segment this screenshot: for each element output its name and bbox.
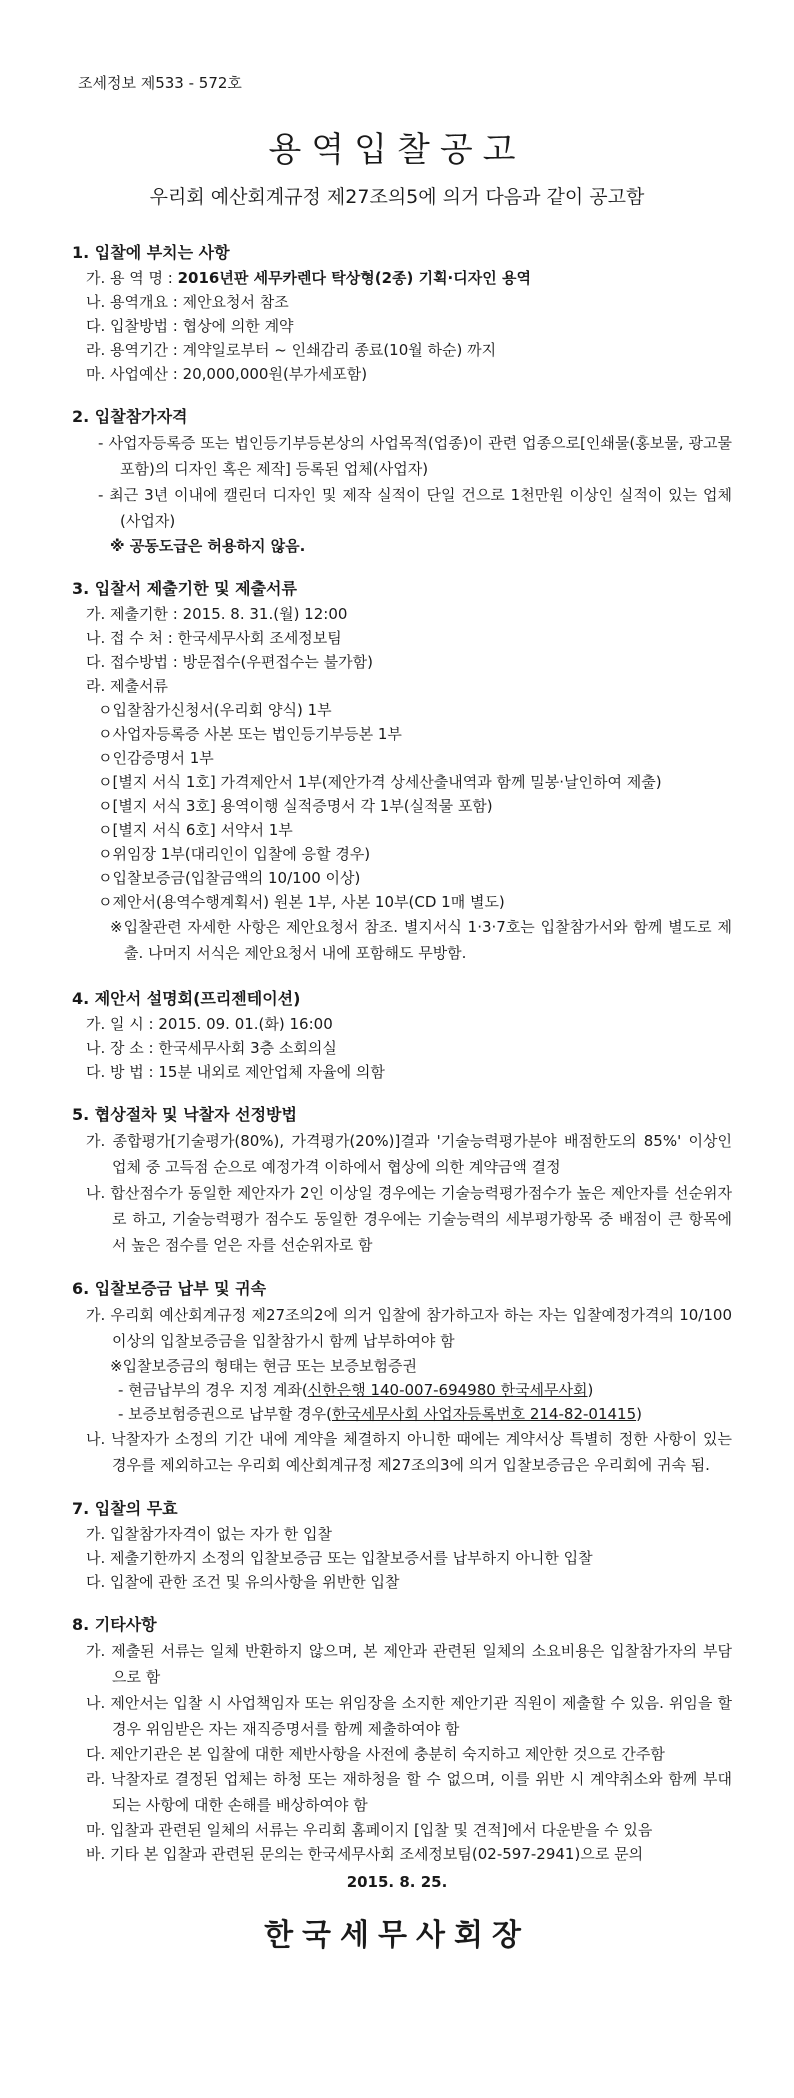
section-title: 3. 입찰서 제출기한 및 제출서류: [72, 579, 297, 598]
list-item: 나. 장 소 : 한국세무사회 3층 소회의실: [86, 1039, 337, 1057]
issue-number: 조세정보 제533 - 572호: [78, 74, 242, 92]
notice-date: 2015. 8. 25.: [346, 1873, 448, 1891]
joint-contract-note: ※ 공동도급은 허용하지 않음.: [110, 537, 306, 555]
section-title: 1. 입찰에 부치는 사항: [72, 243, 230, 262]
bank-account: 신한은행 140-007-694980 한국세무사회: [307, 1381, 588, 1399]
list-item: 가. 제출기한 : 2015. 8. 31.(월) 12:00: [86, 605, 348, 623]
document-item: ㅇ인감증명서 1부: [98, 749, 214, 767]
list-item: 라. 제출서류: [86, 677, 168, 695]
business-registration-number: 한국세무사회 사업자등록번호 214-82-01415: [331, 1405, 637, 1423]
bond-deposit-line: - 보증보험증권으로 납부할 경우(한국세무사회 사업자등록번호 214-82-01415): [118, 1405, 642, 1423]
list-item: 가. 일 시 : 2015. 09. 01.(화) 16:00: [86, 1015, 333, 1033]
bond-deposit-label: - 보증보험증권으로 납부할 경우(: [118, 1405, 332, 1423]
list-item: 가. 우리회 예산회계규정 제27조의2에 의거 입찰에 참가하고자 하는 자는 입찰예정가격의 10/100 이상의 입찰보증금을 입찰참가시 함께 납부하여야 함: [86, 1306, 732, 1350]
list-item: 다. 입찰방법 : 협상에 의한 계약: [86, 317, 294, 335]
section-2: [72, 404, 732, 558]
list-item: 라. 낙찰자로 결정된 업체는 하청 또는 재하청을 할 수 없으며, 이를 위반 시 계약취소와 함께 부대되는 사항에 대한 손해를 배상하여야 함: [86, 1770, 732, 1814]
section-title: 5. 협상절차 및 낙찰자 선정방법: [72, 1105, 297, 1124]
issuer-signature: 한국세무사회장: [264, 1918, 530, 1953]
list-item: 나. 제안서는 입찰 시 사업책임자 또는 위임장을 소지한 제안기관 직원이 제출할 수 있음. 위임을 할 경우 위임받은 자는 재직증명서를 함께 제출하여야 함: [86, 1694, 732, 1738]
document-item: ㅇ제안서(용역수행계획서) 원본 1부, 사본 10부(CD 1매 별도): [98, 893, 505, 911]
section-7: [72, 1496, 732, 1594]
list-item: 가. 종합평가[기술평가(80%), 가격평가(20%)]결과 '기술능력평가분야 배점한도의 85%' 이상인 업체 중 고득점 순으로 예정가격 이하에서 협상에 의한 계약금액 결정: [86, 1132, 732, 1176]
document-item: ㅇ사업자등록증 사본 또는 법인등기부등본 1부: [98, 725, 402, 743]
section-8: [72, 1612, 732, 1866]
section-6: [72, 1276, 732, 1478]
list-item: - 최근 3년 이내에 캘린더 디자인 및 제작 실적이 단일 건으로 1천만원 이상인 실적이 있는 업체(사업자): [98, 486, 732, 530]
section-title: 2. 입찰참가자격: [72, 407, 188, 426]
section-3: [72, 576, 732, 966]
list-item: 나. 낙찰자가 소정의 기간 내에 계약을 체결하지 아니한 때에는 계약서상 특별히 정한 사항이 있는 경우를 제외하고는 우리회 예산회계규정 제27조의3에 의거 입찰보증금은 우리회에 귀속 됨.: [86, 1430, 732, 1474]
list-item: 가. 제출된 서류는 일체 반환하지 않으며, 본 제안과 관련된 일체의 소요비용은 입찰참가자의 부담으로 함: [86, 1642, 732, 1686]
section-title: 6. 입찰보증금 납부 및 귀속: [72, 1279, 267, 1298]
list-item: - 사업자등록증 또는 법인등기부등본상의 사업목적(업종)이 관련 업종으로[인쇄물(홍보물, 광고물 포함)의 디자인 혹은 제작] 등록된 업체(사업자): [98, 434, 732, 478]
list-item: 라. 용역기간 : 계약일로부터 ~ 인쇄감리 종료(10월 하순) 까지: [86, 341, 497, 359]
cash-deposit-line: - 현금납부의 경우 지정 계좌(신한은행 140-007-694980 한국세무사회): [118, 1381, 594, 1399]
list-item: 나. 용역개요 : 제안요청서 참조: [86, 293, 289, 311]
list-item: 마. 입찰과 관련된 일체의 서류는 우리회 홈페이지 [입찰 및 견적]에서 다운받을 수 있음: [86, 1821, 653, 1839]
page-title: 용역입찰공고: [268, 130, 526, 170]
document-item: ㅇ[별지 서식 3호] 용역이행 실적증명서 각 1부(실적물 포함): [98, 797, 493, 815]
section-title: 7. 입찰의 무효: [72, 1499, 178, 1518]
section-title: 4. 제안서 설명회(프리젠테이션): [72, 989, 301, 1008]
section-1: [72, 240, 732, 386]
section-4: [72, 986, 732, 1084]
document-item: ㅇ입찰보증금(입찰금액의 10/100 이상): [98, 869, 361, 887]
cash-deposit-label: - 현금납부의 경우 지정 계좌(: [118, 1381, 308, 1399]
deposit-form-note: ※입찰보증금의 형태는 현금 또는 보증보험증권: [110, 1357, 417, 1375]
documents-note: ※입찰관련 자세한 사항은 제안요청서 참조. 별지서식 1·3·7호는 입찰참가서와 함께 별도로 제출. 나머지 서식은 제안요청서 내에 포함해도 무방함.: [110, 918, 732, 962]
list-item: 바. 기타 본 입찰과 관련된 문의는 한국세무사회 조세정보팀(02-597-2941)으로 문의: [86, 1845, 644, 1863]
document-item: ㅇ[별지 서식 6호] 서약서 1부: [98, 821, 293, 839]
list-item: 마. 사업예산 : 20,000,000원(부가세포함): [86, 365, 368, 383]
section-5: [72, 1102, 732, 1258]
document-item: ㅇ입찰참가신청서(우리회 양식) 1부: [98, 701, 332, 719]
list-item: 가. 입찰참가자격이 없는 자가 한 입찰: [86, 1525, 332, 1543]
service-name-line: [72, 266, 732, 290]
intro-text: 우리회 예산회계규정 제27조의5에 의거 다음과 같이 공고함: [149, 186, 645, 208]
section-title: 8. 기타사항: [72, 1615, 157, 1634]
list-item: 나. 제출기한까지 소정의 입찰보증금 또는 입찰보증서를 납부하지 아니한 입찰: [86, 1549, 593, 1567]
list-item: 나. 합산점수가 동일한 제안자가 2인 이상일 경우에는 기술능력평가점수가 높은 제안자를 선순위자로 하고, 기술능력평가 점수도 동일한 경우에는 기술능력의 세부평가항목 중 배점이 큰 항목에서 높은 점수를 얻은 자를 선순위자로 함: [86, 1184, 732, 1254]
list-item: 다. 접수방법 : 방문접수(우편접수는 불가함): [86, 653, 373, 671]
list-item: 다. 제안기관은 본 입찰에 대한 제반사항을 사전에 충분히 숙지하고 제안한 것으로 간주함: [86, 1745, 665, 1763]
list-item: 다. 입찰에 관한 조건 및 유의사항을 위반한 입찰: [86, 1573, 400, 1591]
notice-body: [72, 240, 732, 1866]
service-name-label: 가. 용 역 명 :: [86, 269, 178, 287]
document-item: ㅇ[별지 서식 1호] 가격제안서 1부(제안가격 상세산출내역과 함께 밀봉·날인하여 제출): [98, 773, 662, 791]
list-item: 나. 접 수 처 : 한국세무사회 조세정보팀: [86, 629, 342, 647]
list-item: 다. 방 법 : 15분 내외로 제안업체 자율에 의함: [86, 1063, 385, 1081]
document-item: ㅇ위임장 1부(대리인이 입찰에 응할 경우): [98, 845, 371, 863]
service-name-value: 2016년판 세무카렌다 탁상형(2종) 기획·디자인 용역: [177, 269, 531, 287]
